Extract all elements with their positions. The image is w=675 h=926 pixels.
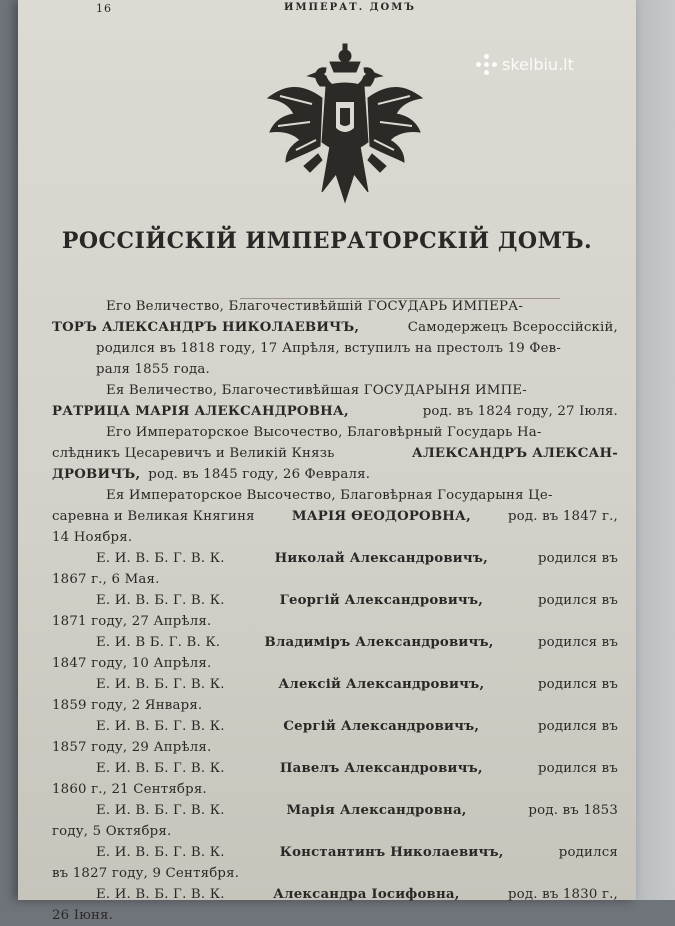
entry-line: Ея Императорское Высочество, Благовѣрная Государыня Це- [106, 488, 553, 503]
entry-line: году, 5 Октября. [52, 824, 172, 839]
entry-line [52, 674, 618, 695]
entry-line [52, 590, 618, 611]
entry-text: родился въ [537, 677, 618, 692]
name-text: ТОРЪ АЛЕКСАНДРЪ НИКОЛАЕВИЧЪ, [52, 320, 360, 335]
entry-line [52, 443, 618, 464]
entry-text: Самодержецъ Всероссійскій, [407, 320, 618, 335]
entry-line [52, 548, 618, 569]
title-abbrev: Е. И. В. Б. Г. В. К. [96, 803, 225, 818]
name-text: Алексій Александровичъ, [278, 677, 485, 692]
entry-line: 26 Іюня. [52, 908, 114, 923]
entry-line: 1859 году, 2 Января. [52, 698, 203, 713]
entry-line: 1867 г., 6 Мая. [52, 572, 160, 587]
name-text: Константинъ Николаевичъ, [279, 845, 504, 860]
entry-line [52, 401, 618, 422]
title-abbrev: Е. И. В. Б. Г. В. К. [96, 719, 225, 734]
running-head: ИМПЕРАТ. ДОМЪ [284, 2, 416, 13]
entry-line: въ 1827 году, 9 Сентября. [52, 866, 240, 881]
double-headed-eagle-icon [260, 42, 430, 212]
entry-line: Ея Величество, Благочестивѣйшая ГОСУДАРЫНЯ ИМПЕ- [106, 383, 527, 398]
entry-line [52, 506, 618, 527]
entry-line [52, 317, 618, 338]
name-text: Александра Іосифовна, [273, 887, 460, 902]
name-text: МАРІЯ ѲЕОДОРОВНА, [291, 509, 471, 524]
title-abbrev: Е. И. В. Б. Г. В. К. [96, 887, 225, 902]
entry-text: родился въ [537, 719, 618, 734]
entry-line [52, 842, 618, 863]
name-text: АЛЕКСАНДРЪ АЛЕКСАН- [411, 446, 618, 461]
entry-line: 1860 г., 21 Сентября. [52, 782, 207, 797]
entry-text: род. въ 1845 году, 26 Февраля. [148, 467, 371, 482]
entry-text: слѣдникъ Цесаревичъ и Великій Князь [52, 446, 335, 461]
entry-line: Его Императорское Высочество, Благовѣрный Государь На- [106, 425, 542, 440]
book-page [18, 0, 636, 923]
entry-text: родился [558, 845, 618, 860]
watermark-text: skelbiu.lt [502, 54, 574, 74]
entry-line: Его Величество, Благочестивѣйшій ГОСУДАРЬ ИМПЕРА- [106, 299, 524, 314]
entry-line [52, 632, 618, 653]
entry-text: родился въ [537, 593, 618, 608]
entry-text: род. въ 1853 [528, 803, 618, 818]
entry-line: раля 1855 года. [96, 362, 210, 377]
name-text: Георгій Александровичъ, [279, 593, 484, 608]
entry-line [52, 716, 618, 737]
entry-text: родился въ [537, 551, 618, 566]
entry-line: 14 Ноября. [52, 530, 133, 545]
title-abbrev: Е. И. В. Б. Г. В. К. [96, 845, 225, 860]
entry-line [52, 800, 618, 821]
title-abbrev: Е. И. В. Б. Г. В. К. [96, 677, 225, 692]
page-number: 16 [96, 2, 112, 15]
watermark [476, 54, 574, 74]
entry-line [52, 758, 618, 779]
entries-list [52, 296, 618, 926]
page-title: РОССІЙСКІЙ ИМПЕРАТОРСКІЙ ДОМЪ. [61, 228, 593, 254]
entry-text: род. въ 1847 г., [507, 509, 618, 524]
name-text: Павелъ Александровичъ, [279, 761, 483, 776]
entry-text: род. въ 1824 году, 27 Іюля. [422, 404, 618, 419]
title-abbrev: Е. И. В. Б. Г. В. К. [96, 593, 225, 608]
entry-line: 1857 году, 29 Апрѣля. [52, 740, 212, 755]
entry-line [52, 884, 618, 905]
watermark-dots-icon [476, 54, 496, 74]
name-text: Николай Александровичъ, [274, 551, 489, 566]
entry-line: родился въ 1818 году, 17 Апрѣля, вступилъ на престолъ 19 Фев- [96, 341, 562, 356]
name-text: РАТРИЦА МАРІЯ АЛЕКСАНДРОВНА, [52, 404, 349, 419]
entry-line: 1871 году, 27 Апрѣля. [52, 614, 212, 629]
title-abbrev: Е. И. В Б. Г. В. К. [96, 635, 221, 650]
entry-text: саревна и Великая Княгиня [52, 509, 255, 524]
entry-text: род. въ 1830 г., [507, 887, 618, 902]
name-text: Марія Александровна, [286, 803, 467, 818]
entry-line: 1847 году, 10 Апрѣля. [52, 656, 212, 671]
name-text: ДРОВИЧЪ, [52, 467, 141, 482]
page-header [18, 2, 636, 22]
title-abbrev: Е. И. В. Б. Г. В. К. [96, 761, 225, 776]
name-text: Владиміръ Александровичъ, [264, 635, 494, 650]
entry-text: родился въ [537, 635, 618, 650]
title-abbrev: Е. И. В. Б. Г. В. К. [96, 551, 225, 566]
entry-line [52, 464, 618, 485]
name-text: Сергій Александровичъ, [283, 719, 480, 734]
entry-text: родился въ [537, 761, 618, 776]
